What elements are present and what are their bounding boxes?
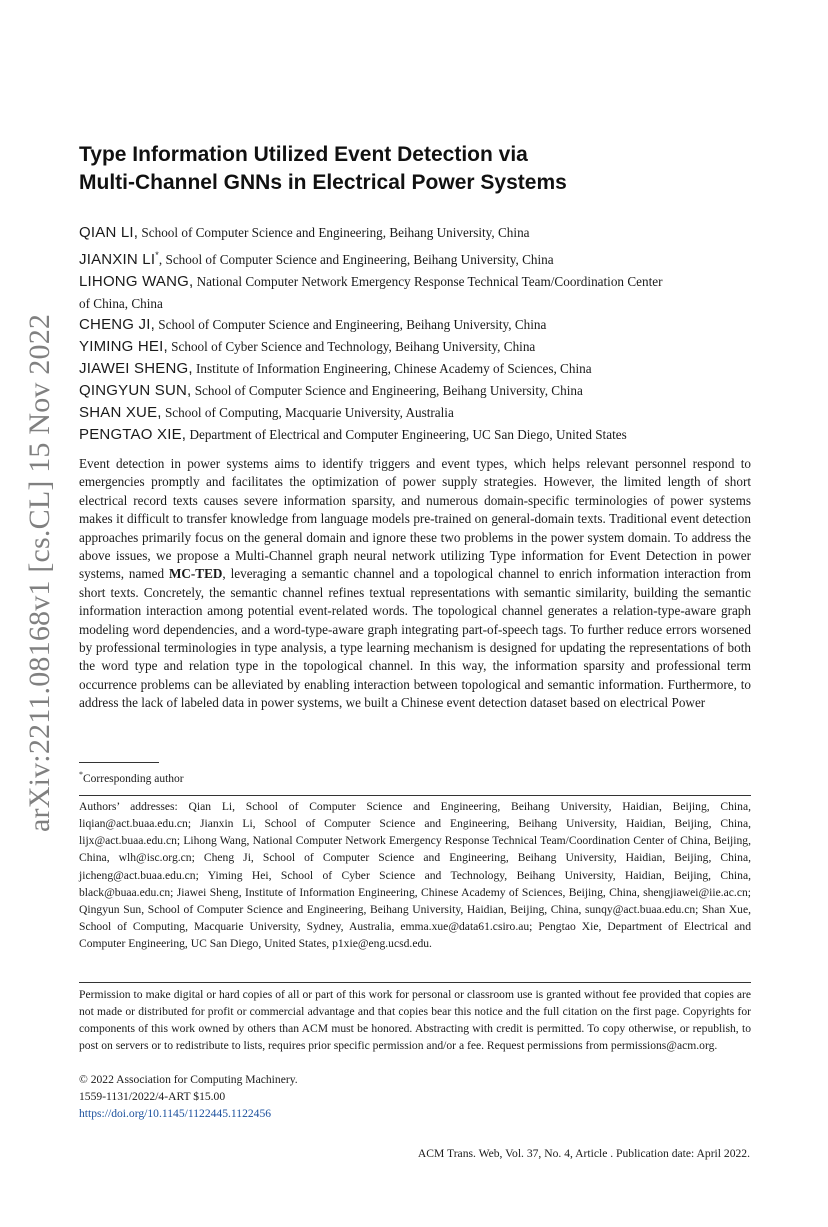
addresses-divider [79,795,751,796]
author-entry [79,380,753,402]
author-name: YIMING HEI, [79,338,168,355]
author-affiliation-continued: of China, China [79,296,163,311]
corresponding-mark: * [155,250,159,260]
title-line-1: Type Information Utilized Event Detection via [79,143,528,166]
title-line-2: Multi-Channel GNNs in Electrical Power Systems [79,171,567,194]
author-entry [79,336,753,358]
author-addresses: Authors’ addresses: Qian Li, School of Computer Science and Engineering, Beihang University, Haidian, Beijing, China, liqian@act.buaa.edu.cn; Jianxin Li, School of Computer Science and Engineering, Beihang University, Haidian, Beijing, China, lijx@act.buaa.edu.cn; Lihong Wang, National Computer Network Emergency Response Technical Team/Coordination Center of China, Beijing, China, wlh@isc.org.cn; Cheng Ji, School of Computer Science and Engineering, Beihang University, Haidian, Beijing, China, jicheng@act.buaa.edu.cn; Yiming Hei, School of Cyber Science and Technology, Beihang University, Haidian, Beijing, China, black@buaa.edu.cn; Jiawei Sheng, Institute of Information Engineering, Chinese Academy of Sciences, Beijing, China, shengjiawei@iie.ac.cn; Qingyun Sun, School of Computer Science and Engineering, Beihang University, Haidian, Beijing, China, sunqy@act.buaa.edu.cn; Shan Xue, School of Computing, Macquarie University, Sydney, Australia, emma.xue@data61.csiro.au; Pengtao Xie, Department of Electrical and Computer Engineering, UC San Diego, United States, p1xie@eng.ucsd.edu. [79,800,751,951]
author-entry [79,358,753,380]
author-name: QIAN LI, [79,224,139,241]
author-affiliation: School of Cyber Science and Technology, Beihang University, China [171,339,536,354]
abstract [79,455,751,713]
abstract-text: Event detection in power systems aims to identify triggers and event types, which helps relevant personnel respond to emergencies promptly and facilitates the optimization of power supply strategies. However, the limited length of short electrical record texts causes severe information sparsity, and numerous domain-specific terminologies of power systems makes it difficult to transfer knowledge from language models pre-trained on general-domain texts. Traditional event detection approaches primarily focus on the general domain and ignore these two problems in the power system domain. To address the above issues, we propose a Multi-Channel graph neural network utilizing Type information for Event Detection in power systems, named [79,456,751,582]
running-footer: ACM Trans. Web, Vol. 37, No. 4, Article . Publication date: April 2022. [417,1147,750,1160]
permission-notice: Permission to make digital or hard copies of all or part of this work for personal or classroom use is granted without fee provided that copies are not made or distributed for profit or commercial advantage and that copies bear this notice and the full citation on the first page. Copyrights for components of this work owned by others than ACM must be honored. Abstracting with credit is permitted. To copy otherwise, or republish, to post on servers or to redistribute to lists, requires prior specific permission and/or a fee. Request permissions from permissions@acm.org. [79,988,751,1053]
author-entry [79,424,753,446]
author-entry [79,402,753,424]
doi-link[interactable]: https://doi.org/10.1145/1122445.1122456 [79,1107,272,1121]
publication-meta [79,1071,298,1122]
author-entry [79,222,753,244]
author-entry [79,271,753,314]
footnote-text: Corresponding author [83,772,184,785]
footnote [79,767,184,787]
method-name: MC-TED [168,566,223,582]
copyright-line: © 2022 Association for Computing Machinery. [79,1073,298,1086]
footnote-mark: * [79,770,83,779]
issn-line: 1559-1131/2022/4-ART $15.00 [79,1090,226,1104]
author-affiliation: School of Computer Science and Engineering, Beihang University, China [194,383,583,398]
author-affiliation: National Computer Network Emergency Response Technical Team/Coordination Center [196,274,663,289]
footnote-divider [79,762,159,763]
author-name: PENGTAO XIE, [79,426,187,443]
author-list [79,222,753,446]
author-name: JIAWEI SHENG, [79,360,193,377]
permission-divider [79,982,751,983]
abstract-text-continued: , leveraging a semantic channel and a topological channel to enrich information interaction from short texts. Concretely, the semantic channel refines textual representations with semantic similarity, building the semantic information interaction among potential event-related words. The topological channel generates a relation-type-aware graph modeling word dependencies, and a word-type-aware graph integrating part-of-speech tags. To further reduce errors worsened by professional terminologies in type analysis, a type learning mechanism is designed for updating the representations of both the word type and relation type in the topological channel. In this way, the information sparsity and professional term occurrence problems can be alleviated by enabling interaction between topological and semantic information. Furthermore, to address the lack of labeled data in power systems, we built a Chinese event detection dataset based on electrical Power [79,566,751,711]
author-name: JIANXIN LI* [79,250,159,268]
arxiv-stamp: arXiv:2211.08168v1 [cs.CL] 15 Nov 2022 [23,313,56,832]
author-name: QINGYUN SUN, [79,382,192,399]
paper-title [79,141,719,197]
author-name: CHENG JI, [79,316,155,333]
author-entry [79,314,753,336]
author-affiliation: School of Computer Science and Engineering, Beihang University, China [158,317,547,332]
author-affiliation: School of Computer Science and Engineering, Beihang University, China [141,225,530,240]
author-name: SHAN XUE, [79,404,162,421]
author-name: LIHONG WANG, [79,273,194,290]
author-entry [79,244,753,271]
author-affiliation: Institute of Information Engineering, Chinese Academy of Sciences, China [196,361,592,376]
author-affiliation: Department of Electrical and Computer Engineering, UC San Diego, United States [189,427,627,442]
author-affiliation: , School of Computer Science and Engineering, Beihang University, China [158,252,554,267]
author-affiliation: School of Computing, Macquarie University, Australia [164,405,454,420]
